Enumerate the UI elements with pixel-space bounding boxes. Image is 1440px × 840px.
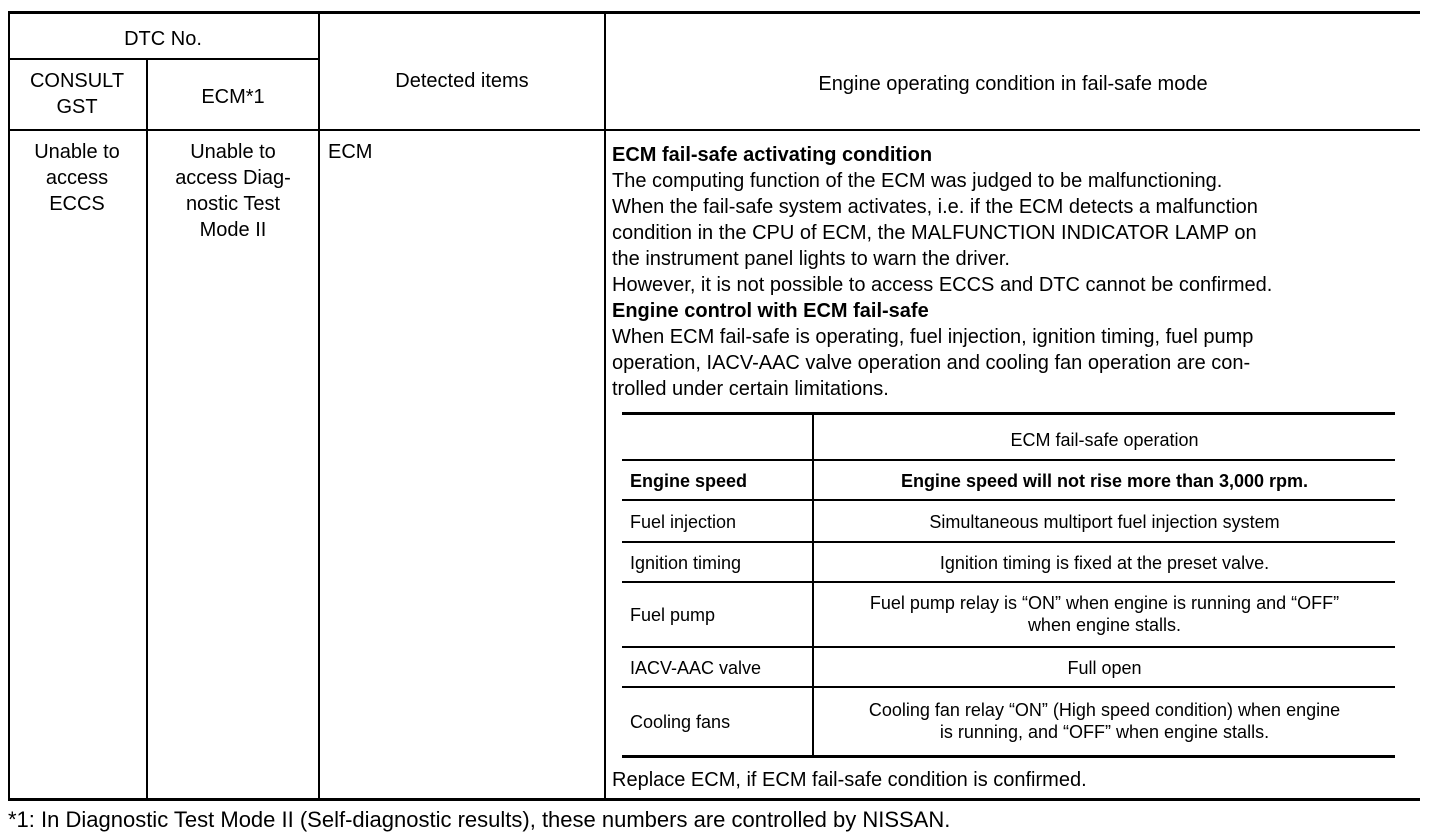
cell-line: Unable to <box>34 141 120 163</box>
row-value <box>814 699 1395 743</box>
cell-line: Unable to <box>190 141 276 163</box>
paragraph-line: When the fail-safe system activates, i.e. if the ECM detects a malfunction <box>612 196 1258 218</box>
cell-line: Mode II <box>199 219 267 241</box>
sub-table-header: ECM fail-safe operation <box>1010 430 1199 450</box>
row-label: Fuel injection <box>630 512 737 532</box>
control-line: operation, IACV-AAC valve operation and cooling fan operation are con- <box>612 352 1251 374</box>
activating-condition-title: ECM fail-safe activating condition <box>612 144 933 166</box>
sub-table-header-row <box>622 415 1395 461</box>
header-detected-items: Detected items <box>395 70 529 92</box>
header-consult-gst <box>8 68 146 120</box>
fail-safe-operation-table <box>622 412 1395 758</box>
row-value-line: Fuel pump relay is “ON” when engine is running and “OFF” <box>869 593 1340 613</box>
row-label: Ignition timing <box>630 553 742 573</box>
row-value: Full open <box>1067 658 1142 678</box>
header-consult-gst-line: GST <box>56 96 98 118</box>
header-engine-condition: Engine operating condition in fail-safe mode <box>818 73 1208 95</box>
row-value: Ignition timing is fixed at the preset valve. <box>939 553 1270 573</box>
footnote: *1: In Diagnostic Test Mode II (Self-diagnostic results), these numbers are controlled by NISSAN. <box>8 807 951 832</box>
replace-ecm-note: Replace ECM, if ECM fail-safe condition is confirmed. <box>612 769 1087 791</box>
cell-consult-gst <box>8 139 146 217</box>
row-label: Fuel pump <box>630 605 716 625</box>
row-label: Engine speed <box>630 471 748 491</box>
sub-table-row <box>622 501 1395 543</box>
row-value: Engine speed will not rise more than 3,000 rpm. <box>900 471 1309 491</box>
paragraph-line: the instrument panel lights to warn the driver. <box>612 248 1010 270</box>
sub-table-row <box>622 583 1395 648</box>
row-label: IACV-AAC valve <box>630 658 762 678</box>
condition-text-block <box>612 142 1418 402</box>
engine-control-title: Engine control with ECM fail-safe <box>612 300 929 322</box>
row-value-line: when engine stalls. <box>1027 615 1182 635</box>
row-value-line: is running, and “OFF” when engine stalls. <box>939 722 1270 742</box>
row-value <box>814 592 1395 636</box>
paragraph-line: The computing function of the ECM was judged to be malfunctioning. <box>612 170 1223 192</box>
sub-table-row <box>622 461 1395 501</box>
header-divider-dtc <box>8 58 318 60</box>
dtc-table <box>8 11 1420 801</box>
row-value: Simultaneous multiport fuel injection system <box>929 512 1280 532</box>
sub-table-row <box>622 543 1395 583</box>
row-value-line: Cooling fan relay “ON” (High speed condition) when engine <box>868 700 1341 720</box>
row-label: Cooling fans <box>630 712 731 732</box>
cell-line: access <box>45 167 109 189</box>
sub-table-row <box>622 648 1395 688</box>
cell-line: nostic Test <box>185 193 281 215</box>
column-divider-ecm-detected <box>318 14 320 798</box>
cell-line: ECCS <box>49 193 105 215</box>
cell-line: access Diag- <box>175 167 291 189</box>
table-border-left <box>8 14 10 798</box>
header-consult-gst-line: CONSULT <box>29 70 125 92</box>
cell-ecm <box>148 139 318 243</box>
column-divider-detected-condition <box>604 14 606 798</box>
cell-detected-item: ECM <box>328 141 373 163</box>
header-dtc-no: DTC No. <box>124 28 202 50</box>
paragraph-line: condition in the CPU of ECM, the MALFUNCTION INDICATOR LAMP on <box>612 222 1257 244</box>
header-ecm: ECM*1 <box>201 86 265 108</box>
paragraph-line: However, it is not possible to access ECCS and DTC cannot be confirmed. <box>612 274 1273 296</box>
sub-table-row <box>622 688 1395 758</box>
header-bottom-rule <box>8 129 1420 131</box>
control-line: trolled under certain limitations. <box>612 378 889 400</box>
control-line: When ECM fail-safe is operating, fuel injection, ignition timing, fuel pump <box>612 326 1254 348</box>
document-page <box>8 11 1420 831</box>
